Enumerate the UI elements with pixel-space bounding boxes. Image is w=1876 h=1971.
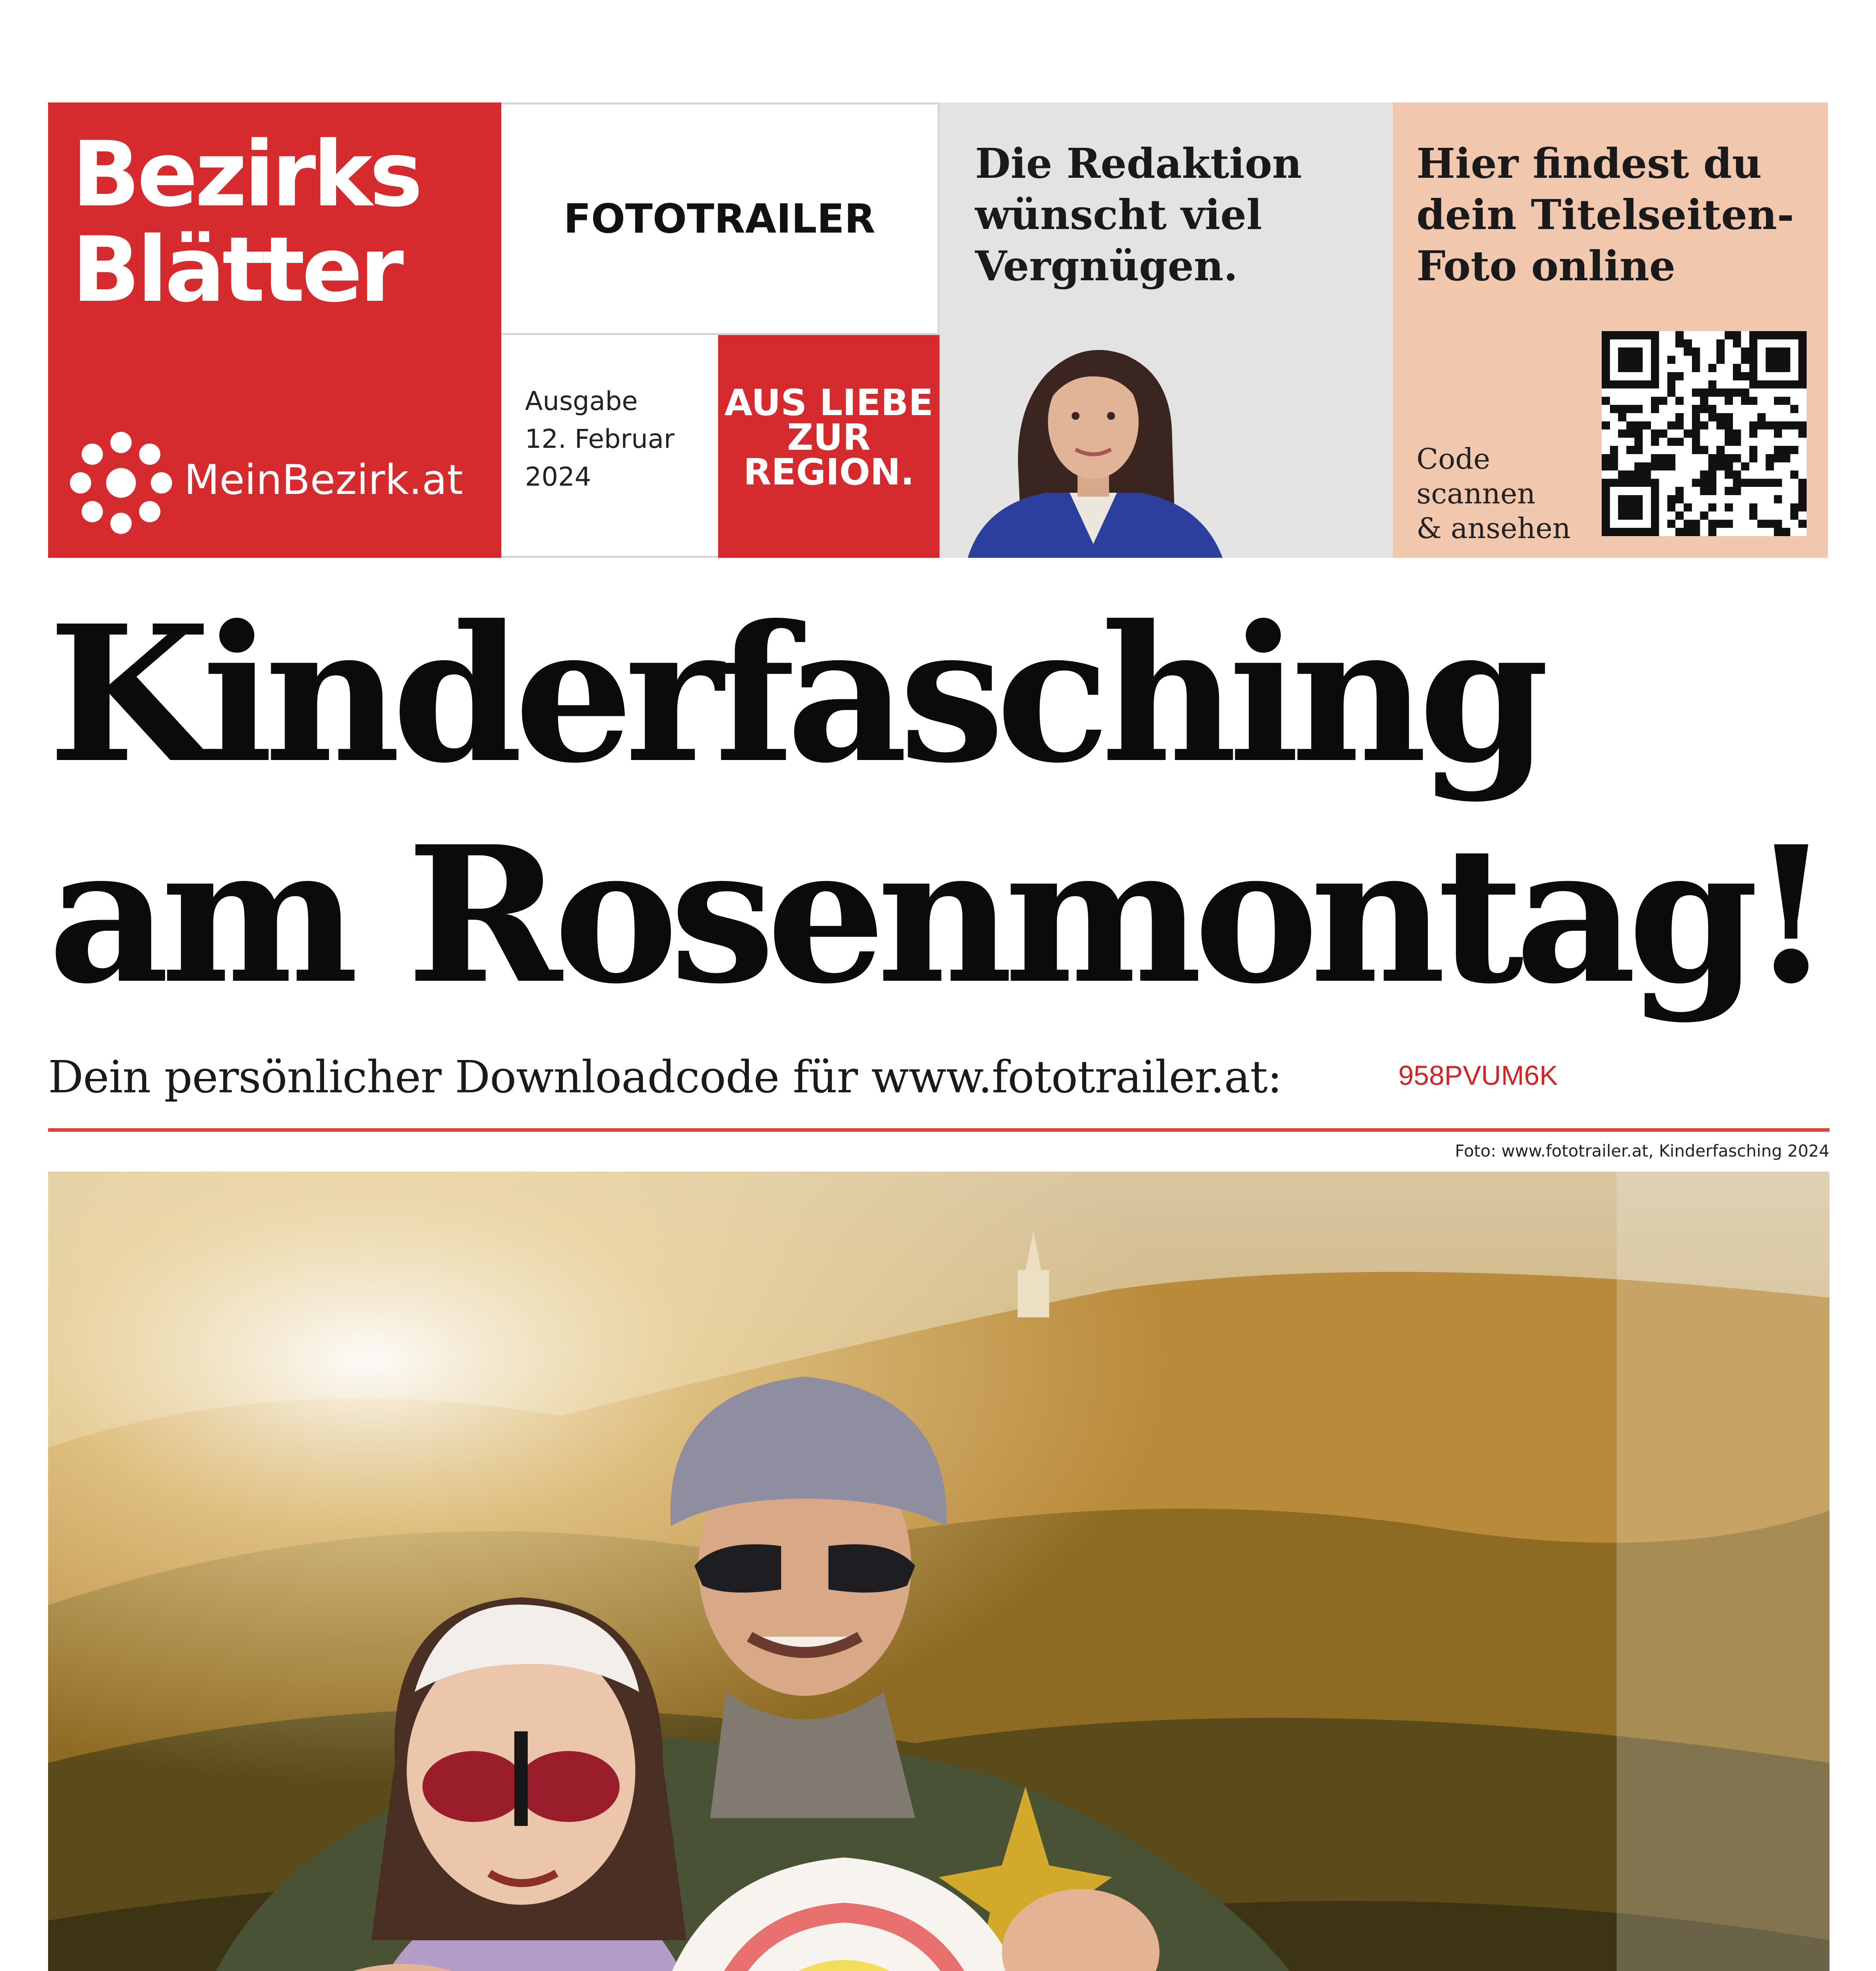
section-label: FOTOTRAILER bbox=[501, 102, 940, 335]
qr-caption-line-1: Code bbox=[1416, 442, 1491, 475]
issue-info bbox=[501, 335, 718, 558]
headline-line-1: Kinderfasching bbox=[48, 585, 1541, 805]
slogan-line-3: REGION. bbox=[743, 451, 914, 493]
slogan-block bbox=[718, 335, 940, 558]
issue-year: 2024 bbox=[525, 462, 591, 492]
slogan-line-2: ZUR bbox=[787, 416, 871, 458]
qr-caption-line-3: & ansehen bbox=[1416, 512, 1571, 545]
main-photo-image bbox=[48, 1172, 1829, 1971]
logo-wordmark-line-2: Blätter bbox=[72, 217, 401, 322]
logo-block bbox=[48, 102, 501, 558]
download-code-label: Dein persönlicher Downloadcode für www.fototrailer.at: bbox=[48, 1052, 1282, 1103]
issue-label: Ausgabe bbox=[525, 386, 638, 416]
editorial-line-3: Vergnügen. bbox=[975, 242, 1238, 290]
qr-heading bbox=[1416, 138, 1818, 292]
download-code: 958PVUM6K bbox=[1398, 1060, 1558, 1091]
qr-code-icon[interactable] bbox=[1602, 331, 1807, 536]
qr-heading-line-3: Foto online bbox=[1416, 242, 1675, 290]
issue-date: 12. Februar bbox=[525, 424, 675, 454]
editorial-block bbox=[940, 102, 1393, 558]
sun-logo-icon bbox=[68, 430, 174, 536]
divider-rule bbox=[48, 1128, 1829, 1132]
qr-heading-line-2: dein Titelseiten- bbox=[1416, 190, 1794, 239]
editor-portrait-image bbox=[951, 307, 1235, 558]
slogan-line-1: AUS LIEBE bbox=[724, 382, 934, 424]
qr-caption bbox=[1416, 442, 1582, 546]
logo-site-name: MeinBezirk.at bbox=[184, 456, 463, 504]
editorial-greeting bbox=[975, 138, 1385, 292]
qr-block bbox=[1393, 102, 1828, 558]
headline-line-2: am Rosenmontag! bbox=[48, 805, 1824, 1025]
qr-caption-line-2: scannen bbox=[1416, 477, 1535, 510]
editorial-line-1: Die Redaktion bbox=[975, 139, 1302, 188]
editorial-line-2: wünscht viel bbox=[975, 190, 1262, 239]
photo-credit: Foto: www.fototrailer.at, Kinderfasching 2024 bbox=[1455, 1141, 1829, 1161]
qr-heading-line-1: Hier findest du bbox=[1416, 139, 1762, 188]
logo-wordmark-line-1: Bezirks bbox=[72, 122, 420, 227]
main-photo bbox=[48, 1172, 1829, 1971]
